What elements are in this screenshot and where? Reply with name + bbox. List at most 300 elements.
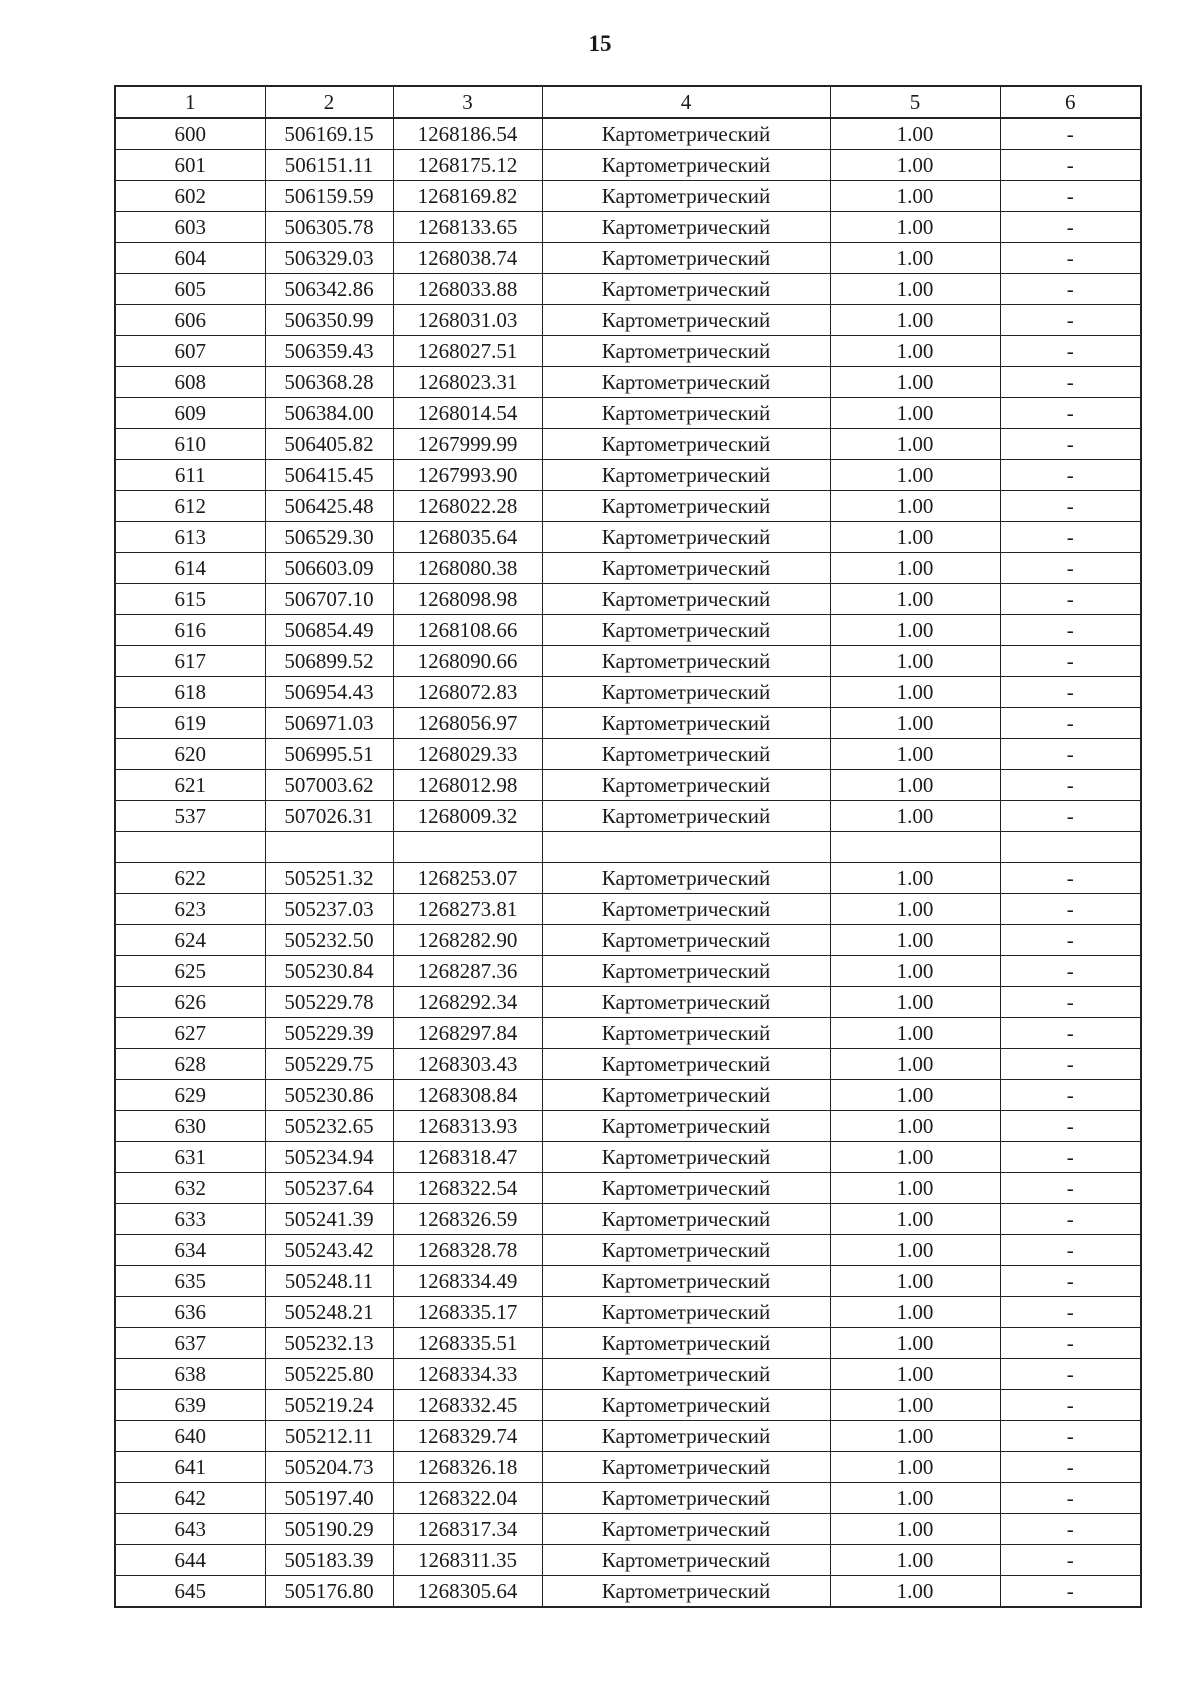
cell-note: - <box>1000 739 1141 770</box>
table-row <box>115 1514 1141 1545</box>
cell-accuracy: 1.00 <box>830 770 1000 801</box>
header-cell-3: 3 <box>393 86 542 118</box>
cell-coord-y: 1268334.49 <box>393 1266 542 1297</box>
cell-coord-y: 1268108.66 <box>393 615 542 646</box>
cell-method: Картометрический <box>542 429 830 460</box>
cell-coord-y: 1268305.64 <box>393 1576 542 1608</box>
table-row <box>115 615 1141 646</box>
cell-accuracy: 1.00 <box>830 1390 1000 1421</box>
table-row <box>115 1204 1141 1235</box>
cell-accuracy: 1.00 <box>830 584 1000 615</box>
cell-method: Картометрический <box>542 770 830 801</box>
table-row <box>115 1483 1141 1514</box>
cell-point-number: 601 <box>115 150 265 181</box>
table-row <box>115 925 1141 956</box>
cell-point-number: 642 <box>115 1483 265 1514</box>
cell-coord-x: 505229.75 <box>265 1049 393 1080</box>
cell-point-number: 606 <box>115 305 265 336</box>
cell-point-number: 632 <box>115 1173 265 1204</box>
table-row <box>115 1080 1141 1111</box>
cell-accuracy: 1.00 <box>830 1266 1000 1297</box>
cell-coord-y: 1268311.35 <box>393 1545 542 1576</box>
cell-coord-x: 506405.82 <box>265 429 393 460</box>
table-row <box>115 646 1141 677</box>
cell-coord-y: 1268133.65 <box>393 212 542 243</box>
table-row <box>115 1049 1141 1080</box>
cell-method: Картометрический <box>542 584 830 615</box>
cell-coord-y: 1268317.34 <box>393 1514 542 1545</box>
cell-method: Картометрический <box>542 1452 830 1483</box>
cell-coord-y: 1268253.07 <box>393 863 542 894</box>
cell-accuracy: 1.00 <box>830 1235 1000 1266</box>
cell-note: - <box>1000 1080 1141 1111</box>
cell-accuracy: 1.00 <box>830 646 1000 677</box>
cell-method: Картометрический <box>542 1359 830 1390</box>
cell-coord-y: 1268031.03 <box>393 305 542 336</box>
cell-note: - <box>1000 398 1141 429</box>
table-row <box>115 894 1141 925</box>
cell-coord-y: 1268023.31 <box>393 367 542 398</box>
cell-note: - <box>1000 491 1141 522</box>
cell-accuracy: 1.00 <box>830 243 1000 274</box>
cell-coord-x: 505229.78 <box>265 987 393 1018</box>
cell-coord-x: 506368.28 <box>265 367 393 398</box>
cell-accuracy: 1.00 <box>830 677 1000 708</box>
table-row <box>115 1111 1141 1142</box>
cell-coord-x: 505232.13 <box>265 1328 393 1359</box>
cell-note: - <box>1000 615 1141 646</box>
cell-method: Картометрический <box>542 522 830 553</box>
cell-method: Картометрический <box>542 1080 830 1111</box>
cell-note: - <box>1000 1018 1141 1049</box>
cell-accuracy: 1.00 <box>830 398 1000 429</box>
cell-method: Картометрический <box>542 677 830 708</box>
cell-accuracy: 1.00 <box>830 894 1000 925</box>
cell-point-number: 629 <box>115 1080 265 1111</box>
cell-coord-y: 1268335.17 <box>393 1297 542 1328</box>
cell-coord-x: 506359.43 <box>265 336 393 367</box>
cell-method: Картометрический <box>542 925 830 956</box>
cell-coord-y: 1268282.90 <box>393 925 542 956</box>
cell-accuracy: 1.00 <box>830 801 1000 832</box>
cell-coord-x: 506169.15 <box>265 118 393 150</box>
cell-coord-y: 1268090.66 <box>393 646 542 677</box>
cell-coord-y: 1268313.93 <box>393 1111 542 1142</box>
cell-point-number: 628 <box>115 1049 265 1080</box>
cell-coord-y: 1268035.64 <box>393 522 542 553</box>
cell-coord-y: 1268098.98 <box>393 584 542 615</box>
cell-point-number: 633 <box>115 1204 265 1235</box>
cell-method: Картометрический <box>542 615 830 646</box>
cell-coord-y: 1268186.54 <box>393 118 542 150</box>
cell-accuracy: 1.00 <box>830 305 1000 336</box>
cell-note: - <box>1000 1328 1141 1359</box>
cell-accuracy: 1.00 <box>830 1297 1000 1328</box>
cell-method: Картометрический <box>542 956 830 987</box>
cell-coord-x: 505251.32 <box>265 863 393 894</box>
cell-coord-y: 1267999.99 <box>393 429 542 460</box>
cell-coord-x: 505197.40 <box>265 1483 393 1514</box>
cell-accuracy <box>830 832 1000 863</box>
cell-point-number: 607 <box>115 336 265 367</box>
cell-note: - <box>1000 925 1141 956</box>
cell-note: - <box>1000 894 1141 925</box>
cell-method: Картометрический <box>542 646 830 677</box>
cell-point-number: 604 <box>115 243 265 274</box>
cell-point-number: 603 <box>115 212 265 243</box>
cell-method: Картометрический <box>542 1483 830 1514</box>
cell-coord-y: 1268308.84 <box>393 1080 542 1111</box>
cell-note: - <box>1000 367 1141 398</box>
cell-coord-y: 1268009.32 <box>393 801 542 832</box>
cell-point-number: 624 <box>115 925 265 956</box>
cell-coord-x: 506329.03 <box>265 243 393 274</box>
cell-coord-x: 505237.03 <box>265 894 393 925</box>
cell-note: - <box>1000 1111 1141 1142</box>
cell-point-number: 622 <box>115 863 265 894</box>
cell-coord-y: 1268038.74 <box>393 243 542 274</box>
cell-note: - <box>1000 553 1141 584</box>
cell-accuracy: 1.00 <box>830 1545 1000 1576</box>
cell-coord-x: 505225.80 <box>265 1359 393 1390</box>
cell-accuracy: 1.00 <box>830 708 1000 739</box>
cell-point-number: 645 <box>115 1576 265 1608</box>
cell-point-number: 626 <box>115 987 265 1018</box>
cell-note: - <box>1000 863 1141 894</box>
table-row <box>115 1297 1141 1328</box>
cell-accuracy: 1.00 <box>830 1421 1000 1452</box>
cell-coord-y: 1268292.34 <box>393 987 542 1018</box>
header-cell-5: 5 <box>830 86 1000 118</box>
cell-accuracy: 1.00 <box>830 1018 1000 1049</box>
cell-coord-x: 506995.51 <box>265 739 393 770</box>
cell-coord-x: 505248.11 <box>265 1266 393 1297</box>
cell-note: - <box>1000 460 1141 491</box>
cell-coord-x: 506159.59 <box>265 181 393 212</box>
header-cell-4: 4 <box>542 86 830 118</box>
table-row <box>115 429 1141 460</box>
cell-coord-x: 507003.62 <box>265 770 393 801</box>
cell-coord-y: 1268332.45 <box>393 1390 542 1421</box>
cell-method: Картометрический <box>542 491 830 522</box>
cell-coord-y: 1268029.33 <box>393 739 542 770</box>
cell-coord-y <box>393 832 542 863</box>
cell-coord-x: 506971.03 <box>265 708 393 739</box>
cell-coord-x: 505232.65 <box>265 1111 393 1142</box>
cell-method: Картометрический <box>542 181 830 212</box>
cell-note: - <box>1000 1545 1141 1576</box>
cell-coord-x: 505234.94 <box>265 1142 393 1173</box>
cell-method: Картометрический <box>542 739 830 770</box>
cell-method: Картометрический <box>542 367 830 398</box>
cell-note: - <box>1000 1235 1141 1266</box>
cell-accuracy: 1.00 <box>830 491 1000 522</box>
table-row <box>115 460 1141 491</box>
cell-coord-y: 1267993.90 <box>393 460 542 491</box>
cell-note: - <box>1000 1514 1141 1545</box>
cell-method: Картометрический <box>542 150 830 181</box>
table-row <box>115 305 1141 336</box>
cell-accuracy: 1.00 <box>830 1080 1000 1111</box>
table-row <box>115 181 1141 212</box>
cell-note: - <box>1000 522 1141 553</box>
cell-coord-y: 1268027.51 <box>393 336 542 367</box>
cell-point-number: 621 <box>115 770 265 801</box>
cell-method: Картометрический <box>542 336 830 367</box>
cell-coord-y: 1268175.12 <box>393 150 542 181</box>
table-row <box>115 1390 1141 1421</box>
table-row <box>115 150 1141 181</box>
cell-method: Картометрический <box>542 1545 830 1576</box>
cell-coord-y: 1268322.54 <box>393 1173 542 1204</box>
cell-coord-y: 1268012.98 <box>393 770 542 801</box>
cell-accuracy: 1.00 <box>830 1049 1000 1080</box>
cell-method: Картометрический <box>542 274 830 305</box>
cell-accuracy: 1.00 <box>830 274 1000 305</box>
cell-coord-x: 505219.24 <box>265 1390 393 1421</box>
cell-point-number: 639 <box>115 1390 265 1421</box>
cell-accuracy: 1.00 <box>830 863 1000 894</box>
cell-method: Картометрический <box>542 305 830 336</box>
cell-coord-y: 1268033.88 <box>393 274 542 305</box>
cell-coord-y: 1268326.59 <box>393 1204 542 1235</box>
cell-note: - <box>1000 584 1141 615</box>
cell-point-number: 644 <box>115 1545 265 1576</box>
cell-accuracy: 1.00 <box>830 1328 1000 1359</box>
cell-method: Картометрический <box>542 553 830 584</box>
cell-coord-x: 506707.10 <box>265 584 393 615</box>
table-row <box>115 801 1141 832</box>
cell-method: Картометрический <box>542 987 830 1018</box>
cell-note: - <box>1000 708 1141 739</box>
cell-coord-y: 1268080.38 <box>393 553 542 584</box>
cell-point-number: 612 <box>115 491 265 522</box>
cell-accuracy: 1.00 <box>830 925 1000 956</box>
cell-method: Картометрический <box>542 1018 830 1049</box>
table-row <box>115 553 1141 584</box>
cell-point-number: 631 <box>115 1142 265 1173</box>
table-body <box>115 118 1141 1607</box>
cell-note: - <box>1000 181 1141 212</box>
table-row <box>115 708 1141 739</box>
cell-coord-x: 505230.84 <box>265 956 393 987</box>
cell-method: Картометрический <box>542 1111 830 1142</box>
cell-note: - <box>1000 118 1141 150</box>
cell-method: Картометрический <box>542 1297 830 1328</box>
cell-accuracy: 1.00 <box>830 1111 1000 1142</box>
cell-coord-x: 506954.43 <box>265 677 393 708</box>
cell-accuracy: 1.00 <box>830 1359 1000 1390</box>
cell-accuracy: 1.00 <box>830 987 1000 1018</box>
cell-point-number: 640 <box>115 1421 265 1452</box>
cell-coord-x: 505232.50 <box>265 925 393 956</box>
cell-point-number: 620 <box>115 739 265 770</box>
cell-note: - <box>1000 770 1141 801</box>
cell-accuracy: 1.00 <box>830 181 1000 212</box>
cell-method: Картометрический <box>542 460 830 491</box>
cell-method: Картометрический <box>542 1421 830 1452</box>
table-row <box>115 677 1141 708</box>
cell-coord-y: 1268072.83 <box>393 677 542 708</box>
cell-coord-x: 505212.11 <box>265 1421 393 1452</box>
cell-note: - <box>1000 274 1141 305</box>
cell-note: - <box>1000 429 1141 460</box>
table-row <box>115 956 1141 987</box>
table-header <box>115 86 1141 118</box>
cell-note: - <box>1000 801 1141 832</box>
table-row <box>115 1421 1141 1452</box>
cell-point-number: 617 <box>115 646 265 677</box>
cell-method: Картометрический <box>542 398 830 429</box>
cell-coord-y: 1268328.78 <box>393 1235 542 1266</box>
cell-note: - <box>1000 646 1141 677</box>
cell-note <box>1000 832 1141 863</box>
cell-method: Картометрический <box>542 801 830 832</box>
cell-point-number: 602 <box>115 181 265 212</box>
cell-point-number: 613 <box>115 522 265 553</box>
cell-coord-y: 1268056.97 <box>393 708 542 739</box>
cell-point-number: 614 <box>115 553 265 584</box>
cell-accuracy: 1.00 <box>830 615 1000 646</box>
cell-method: Картометрический <box>542 1390 830 1421</box>
cell-method: Картометрический <box>542 863 830 894</box>
cell-coord-x: 506342.86 <box>265 274 393 305</box>
cell-coord-x: 505183.39 <box>265 1545 393 1576</box>
cell-accuracy: 1.00 <box>830 1173 1000 1204</box>
table-row <box>115 274 1141 305</box>
cell-coord-x: 505243.42 <box>265 1235 393 1266</box>
cell-accuracy: 1.00 <box>830 522 1000 553</box>
cell-point-number: 625 <box>115 956 265 987</box>
cell-accuracy: 1.00 <box>830 956 1000 987</box>
cell-method: Картометрический <box>542 1514 830 1545</box>
cell-coord-x: 505248.21 <box>265 1297 393 1328</box>
cell-coord-x: 505230.86 <box>265 1080 393 1111</box>
cell-coord-x: 506415.45 <box>265 460 393 491</box>
cell-accuracy: 1.00 <box>830 212 1000 243</box>
cell-coord-y: 1268318.47 <box>393 1142 542 1173</box>
cell-note: - <box>1000 150 1141 181</box>
cell-coord-x: 505229.39 <box>265 1018 393 1049</box>
cell-point-number: 610 <box>115 429 265 460</box>
cell-note: - <box>1000 1204 1141 1235</box>
cell-coord-y: 1268297.84 <box>393 1018 542 1049</box>
cell-note: - <box>1000 1049 1141 1080</box>
table-row <box>115 491 1141 522</box>
cell-method: Картометрический <box>542 894 830 925</box>
cell-coord-x: 506350.99 <box>265 305 393 336</box>
page-number: 15 <box>588 31 612 56</box>
cell-note: - <box>1000 336 1141 367</box>
cell-note: - <box>1000 1576 1141 1608</box>
cell-point-number: 627 <box>115 1018 265 1049</box>
cell-method <box>542 832 830 863</box>
cell-note: - <box>1000 1266 1141 1297</box>
table-row <box>115 1173 1141 1204</box>
cell-note: - <box>1000 212 1141 243</box>
cell-method: Картометрический <box>542 212 830 243</box>
table-row <box>115 1576 1141 1608</box>
cell-coord-x: 506854.49 <box>265 615 393 646</box>
cell-note: - <box>1000 1359 1141 1390</box>
cell-accuracy: 1.00 <box>830 429 1000 460</box>
cell-method: Картометрический <box>542 1142 830 1173</box>
table-row <box>115 336 1141 367</box>
cell-coord-x: 506529.30 <box>265 522 393 553</box>
cell-coord-y: 1268303.43 <box>393 1049 542 1080</box>
cell-note: - <box>1000 1483 1141 1514</box>
cell-accuracy: 1.00 <box>830 460 1000 491</box>
cell-point-number: 641 <box>115 1452 265 1483</box>
cell-coord-x: 506899.52 <box>265 646 393 677</box>
table-row <box>115 367 1141 398</box>
cell-coord-x: 505204.73 <box>265 1452 393 1483</box>
cell-coord-x: 505241.39 <box>265 1204 393 1235</box>
cell-accuracy: 1.00 <box>830 1204 1000 1235</box>
cell-note: - <box>1000 305 1141 336</box>
cell-point-number: 635 <box>115 1266 265 1297</box>
cell-note: - <box>1000 1421 1141 1452</box>
table-row <box>115 739 1141 770</box>
header-row <box>115 86 1141 118</box>
cell-point-number: 636 <box>115 1297 265 1328</box>
cell-point-number: 623 <box>115 894 265 925</box>
header-cell-6: 6 <box>1000 86 1141 118</box>
cell-method: Картометрический <box>542 1328 830 1359</box>
cell-accuracy: 1.00 <box>830 1576 1000 1608</box>
cell-point-number <box>115 832 265 863</box>
table-row <box>115 398 1141 429</box>
cell-coord-x: 506305.78 <box>265 212 393 243</box>
cell-note: - <box>1000 1452 1141 1483</box>
cell-coord-y: 1268334.33 <box>393 1359 542 1390</box>
table-row <box>115 1452 1141 1483</box>
cell-coord-y: 1268326.18 <box>393 1452 542 1483</box>
cell-accuracy: 1.00 <box>830 1483 1000 1514</box>
cell-method: Картометрический <box>542 1266 830 1297</box>
table-row <box>115 1018 1141 1049</box>
cell-point-number: 619 <box>115 708 265 739</box>
cell-method: Картометрический <box>542 1235 830 1266</box>
coordinates-table <box>114 85 1142 1608</box>
cell-point-number: 637 <box>115 1328 265 1359</box>
cell-coord-x: 506384.00 <box>265 398 393 429</box>
table-row <box>115 243 1141 274</box>
cell-coord-x: 505190.29 <box>265 1514 393 1545</box>
cell-point-number: 608 <box>115 367 265 398</box>
cell-note: - <box>1000 677 1141 708</box>
cell-method: Картометрический <box>542 1576 830 1608</box>
cell-accuracy: 1.00 <box>830 1142 1000 1173</box>
cell-method: Картометрический <box>542 118 830 150</box>
header-cell-1: 1 <box>115 86 265 118</box>
cell-accuracy: 1.00 <box>830 1514 1000 1545</box>
cell-coord-y: 1268169.82 <box>393 181 542 212</box>
cell-point-number: 537 <box>115 801 265 832</box>
cell-coord-x <box>265 832 393 863</box>
table-row <box>115 522 1141 553</box>
table-row <box>115 987 1141 1018</box>
table-row <box>115 863 1141 894</box>
cell-accuracy: 1.00 <box>830 150 1000 181</box>
cell-coord-x: 506603.09 <box>265 553 393 584</box>
cell-coord-x: 506425.48 <box>265 491 393 522</box>
cell-point-number: 616 <box>115 615 265 646</box>
cell-point-number: 618 <box>115 677 265 708</box>
cell-coord-x: 507026.31 <box>265 801 393 832</box>
cell-coord-y: 1268335.51 <box>393 1328 542 1359</box>
cell-coord-y: 1268022.28 <box>393 491 542 522</box>
